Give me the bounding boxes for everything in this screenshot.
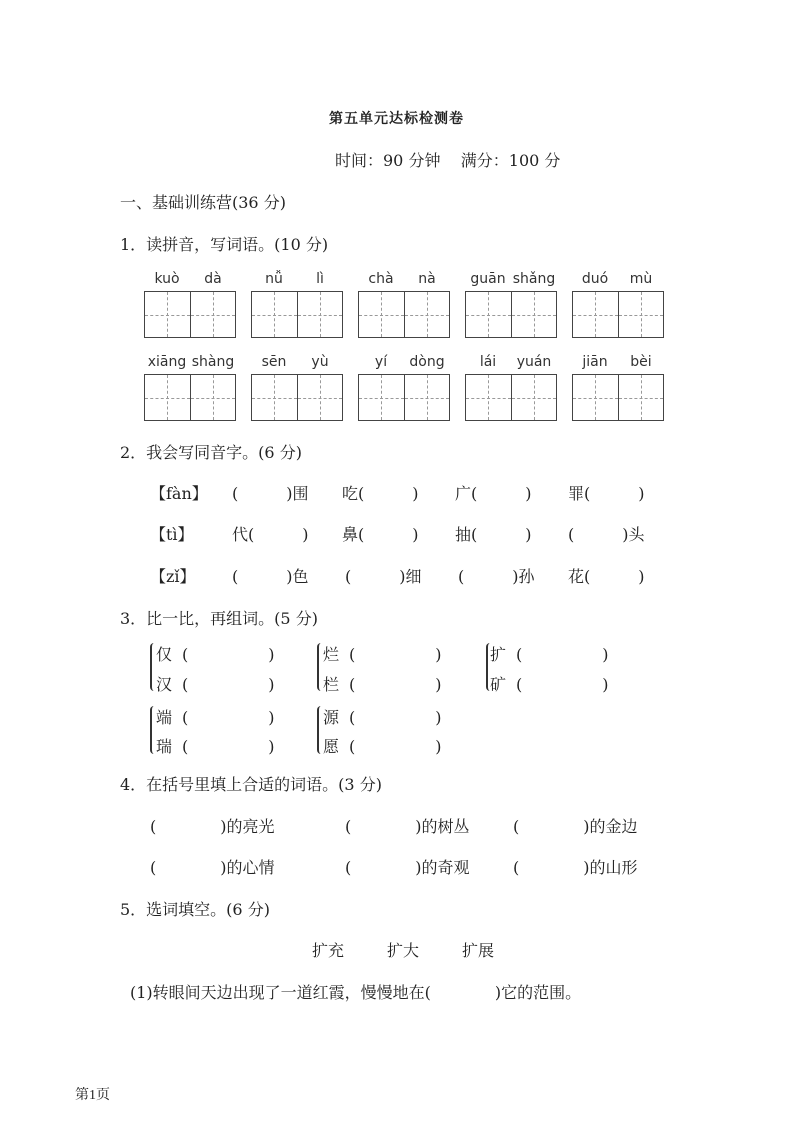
compare-char: 仅 [156, 645, 173, 664]
fill-blank[interactable]: ( )围 [232, 484, 309, 503]
fill-blank[interactable]: ( )色 [232, 567, 309, 586]
writing-box[interactable] [251, 291, 343, 338]
fill-blank[interactable]: ( ) [182, 675, 275, 694]
writing-box[interactable] [144, 291, 236, 338]
fill-blank[interactable]: 代( ) [232, 525, 309, 544]
question-2-prompt: 2．我会写同音字。(6 分) [120, 443, 302, 462]
writing-box[interactable] [144, 374, 236, 421]
pinyin-tag: 【tì】 [150, 525, 194, 544]
question-4-prompt: 4．在括号里填上合适的词语。(3 分) [120, 775, 382, 794]
exam-info [335, 148, 560, 171]
fill-blank[interactable]: ( ) [349, 737, 442, 756]
fill-blank[interactable]: ( )的奇观 [345, 858, 470, 877]
compare-char: 瑞 [156, 737, 173, 756]
pinyin-label: kuò dà [154, 271, 222, 287]
writing-box[interactable] [465, 291, 557, 338]
fill-blank[interactable]: ( )的金边 [513, 817, 638, 836]
word-option: 扩大 [387, 941, 420, 960]
pinyin-label: jiān bèi [582, 354, 652, 370]
writing-box[interactable] [572, 291, 664, 338]
word-option: 扩展 [462, 941, 495, 960]
pinyin-label: sēn yù [261, 354, 329, 370]
fill-blank[interactable]: ( )孙 [458, 567, 535, 586]
pinyin-label: lái yuán [479, 354, 552, 370]
word-option: 扩充 [312, 941, 345, 960]
fill-blank[interactable]: ( ) [349, 645, 442, 664]
pinyin-label: chà nà [368, 271, 436, 287]
writing-box[interactable] [358, 291, 450, 338]
compare-char: 栏 [323, 675, 340, 694]
writing-box[interactable] [358, 374, 450, 421]
pinyin-label: guān shǎng [470, 271, 556, 287]
page-number: 第1页 [75, 1088, 110, 1103]
fill-blank[interactable]: 鼻( ) [342, 525, 419, 544]
time-limit: 时间：90 分钟 [335, 151, 441, 170]
fill-blank[interactable]: ( )头 [568, 525, 645, 544]
compare-char: 矿 [490, 675, 507, 694]
writing-box[interactable] [251, 374, 343, 421]
fill-blank[interactable]: ( ) [516, 645, 609, 664]
fill-blank[interactable]: 广( ) [455, 484, 532, 503]
sentence-fill[interactable]: (1)转眼间天边出现了一道红霞，慢慢地在( )它的范围。 [130, 983, 582, 1002]
fill-blank[interactable]: 吃( ) [342, 484, 419, 503]
fill-blank[interactable]: ( ) [182, 708, 275, 727]
fill-blank[interactable]: ( )细 [345, 567, 422, 586]
fill-blank[interactable]: ( ) [182, 645, 275, 664]
fill-blank[interactable]: ( )的心情 [150, 858, 275, 877]
question-1-prompt: 1．读拼音，写词语。(10 分) [120, 235, 329, 254]
fill-blank[interactable]: ( )的亮光 [150, 817, 275, 836]
fill-blank[interactable]: 花( ) [568, 567, 645, 586]
compare-char: 烂 [323, 645, 340, 664]
compare-char: 源 [323, 708, 340, 727]
question-5-prompt: 5．选词填空。(6 分) [120, 900, 270, 919]
compare-char: 愿 [323, 737, 340, 756]
question-3-prompt: 3．比一比，再组词。(5 分) [120, 609, 318, 628]
pinyin-tag: 【fàn】 [150, 484, 208, 503]
compare-char: 汉 [156, 675, 173, 694]
writing-box[interactable] [465, 374, 557, 421]
compare-char: 扩 [490, 645, 507, 664]
full-score: 满分：100 分 [460, 151, 561, 170]
section-heading: 一、基础训练营(36 分) [120, 193, 286, 212]
page-title: 第五单元达标检测卷 [329, 111, 464, 127]
pinyin-label: duó mù [581, 271, 653, 287]
fill-blank[interactable]: ( ) [349, 708, 442, 727]
fill-blank[interactable]: ( ) [349, 675, 442, 694]
compare-char: 端 [156, 708, 173, 727]
fill-blank[interactable]: 罪( ) [568, 484, 645, 503]
writing-box[interactable] [572, 374, 664, 421]
pinyin-label: xiāng shàng [147, 354, 235, 370]
fill-blank[interactable]: ( )的树丛 [345, 817, 470, 836]
pinyin-label: nǚ lì [265, 271, 324, 287]
pinyin-tag: 【zǐ】 [150, 567, 196, 586]
fill-blank[interactable]: ( ) [182, 737, 275, 756]
fill-blank[interactable]: 抽( ) [455, 525, 532, 544]
pinyin-label: yí dòng [374, 354, 445, 370]
fill-blank[interactable]: ( ) [516, 675, 609, 694]
fill-blank[interactable]: ( )的山形 [513, 858, 638, 877]
